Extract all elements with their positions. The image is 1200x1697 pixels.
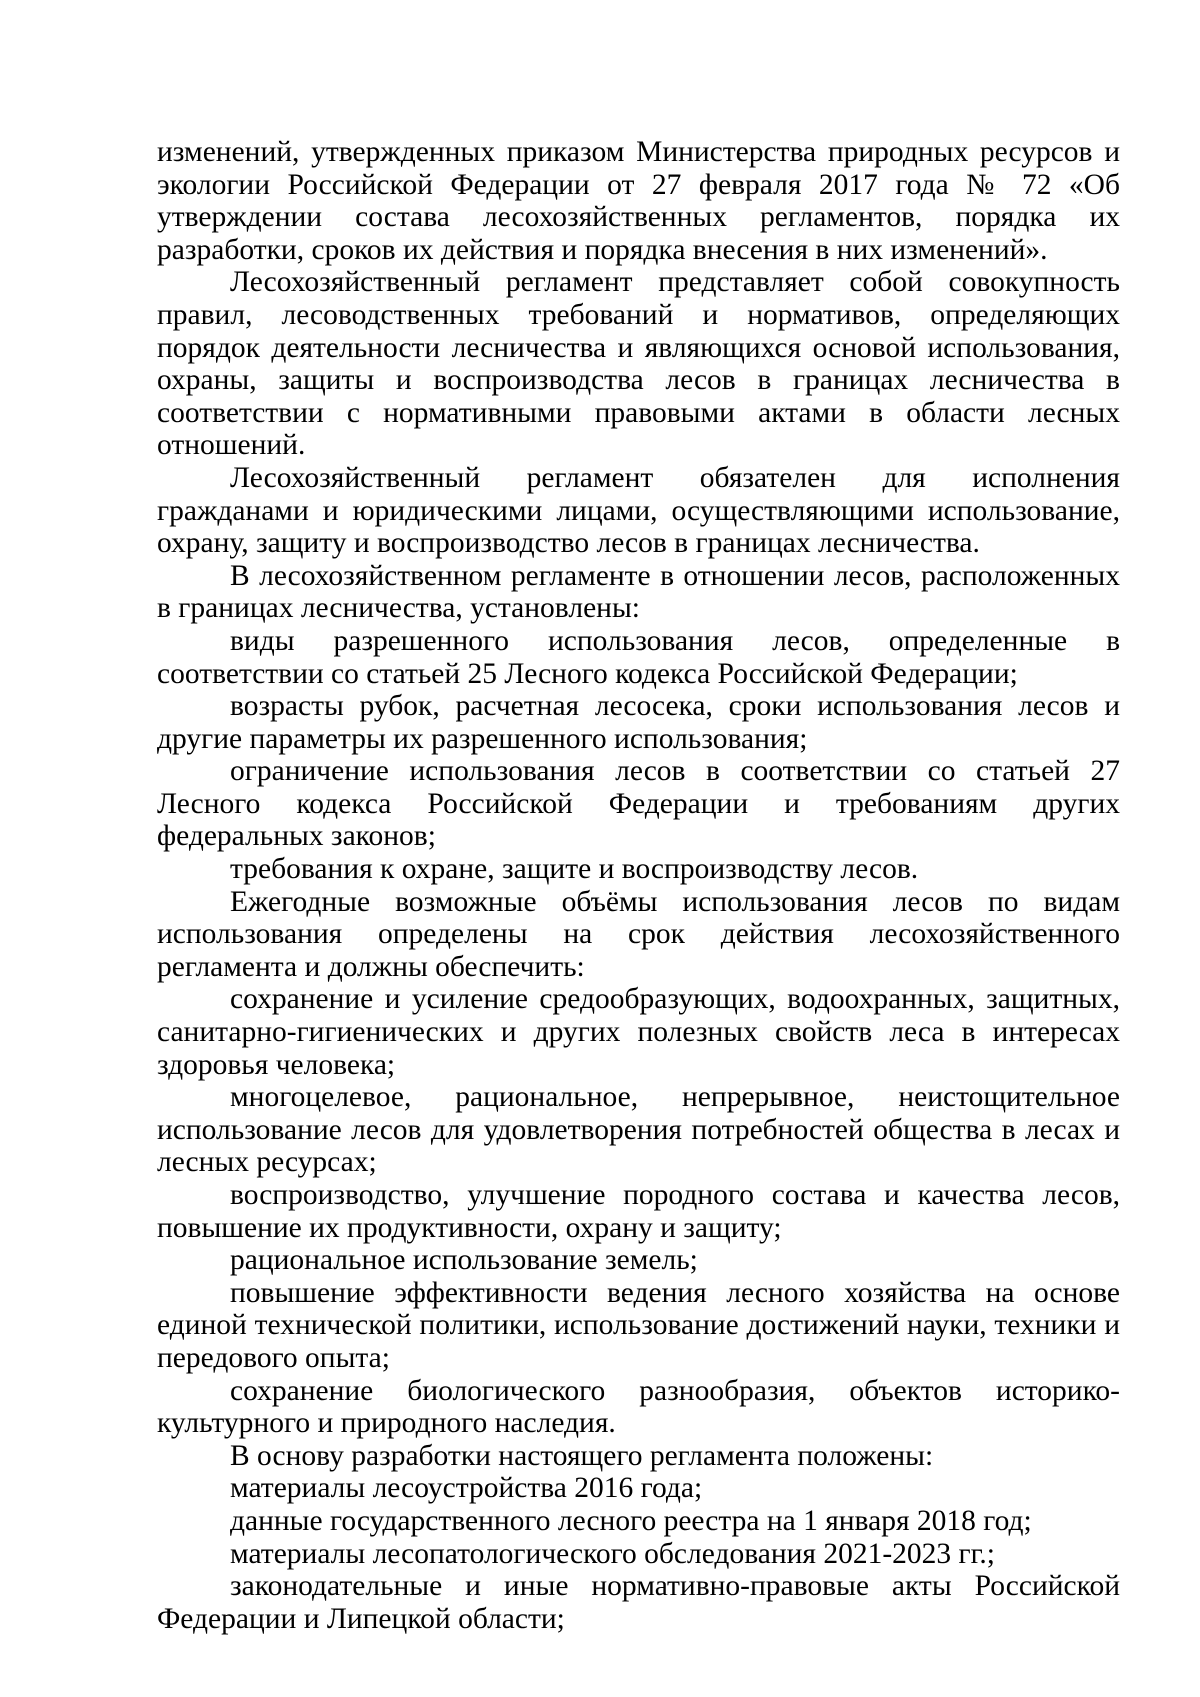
document-page (157, 136, 1120, 1635)
list-item-use-restrictions: ограничение использования лесов в соответствии со статьей 27 Лесного кодекса Российской Федерации и требованиям других федеральных законов; (157, 755, 1120, 853)
list-item-reproduction: воспроизводство, улучшение породного состава и качества лесов, повышение их продуктивности, охрану и защиту; (157, 1179, 1120, 1244)
list-item-cutting-ages: возрасты рубок, расчетная лесосека, сроки использования лесов и другие параметры их разрешенного использования; (157, 690, 1120, 755)
paragraph-continuation: изменений, утвержденных приказом Министерства природных ресурсов и экологии Российской Федерации от 27 февраля 2017 года № 72 «Об утверждении состава лесохозяйственных регламентов, порядка их разработки, сроков их действия и порядка внесения в них изменений». (157, 136, 1120, 266)
list-item-pathology-survey: материалы лесопатологического обследования 2021-2023 гг.; (230, 1537, 995, 1570)
list-item-legal-acts: законодательные и иные нормативно-правовые акты Российской Федерации и Липецкой области; (157, 1570, 1120, 1635)
list-item-state-registry: данные государственного лесного реестра на 1 января 2018 год; (230, 1504, 1032, 1537)
list-item-permitted-uses: виды разрешенного использования лесов, определенные в соответствии со статьей 25 Лесного кодекса Российской Федерации; (157, 624, 1120, 690)
list-item-efficiency: повышение эффективности ведения лесного хозяйства на основе единой технической политики, использование достижений науки, техники и передового опыта; (157, 1276, 1120, 1374)
paragraph-regulation-definition: Лесохозяйственный регламент представляет собой совокупность правил, лесоводственных требований и нормативов, определяющих порядок деятельности лесничества и являющихся основой использования, охраны, защиты и воспроизводства лесов в границах лесничества в соответствии с нормативными правовыми актами в области лесных отношений. (157, 266, 1120, 462)
list-item-multipurpose-use: многоцелевое, рациональное, непрерывное, неистощительное использование лесов для удовлетворения потребностей общества в лесах и лесных ресурсах; (157, 1081, 1120, 1179)
list-item-protection-requirements: требования к охране, защите и воспроизводству лесов. (230, 853, 919, 886)
paragraph-regulation-obligation: Лесохозяйственный регламент обязателен для исполнения гражданами и юридическими лицами, осуществляющими использование, охрану, защиту и воспроизводство лесов в границах лесничества. (157, 461, 1120, 560)
paragraph-basis-intro: В основу разработки настоящего регламента положены: (230, 1439, 934, 1472)
paragraph-annual-volumes: Ежегодные возможные объёмы использования лесов по видам использования определены на срок действия лесохозяйственного регламента и должны обеспечить: (157, 885, 1120, 983)
list-item-preservation: сохранение и усиление средообразующих, водоохранных, защитных, санитарно-гигиенических и других полезных свойств леса в интересах здоровья человека; (157, 983, 1120, 1081)
list-item-forest-inventory: материалы лесоустройства 2016 года; (230, 1472, 703, 1505)
list-item-land-use: рациональное использование земель; (230, 1244, 698, 1277)
paragraph-established-intro: В лесохозяйственном регламенте в отношении лесов, расположенных в границах лесничества, установлены: (157, 559, 1120, 625)
list-item-biodiversity: сохранение биологического разнообразия, объектов историко-культурного и природного наследия. (157, 1374, 1120, 1440)
